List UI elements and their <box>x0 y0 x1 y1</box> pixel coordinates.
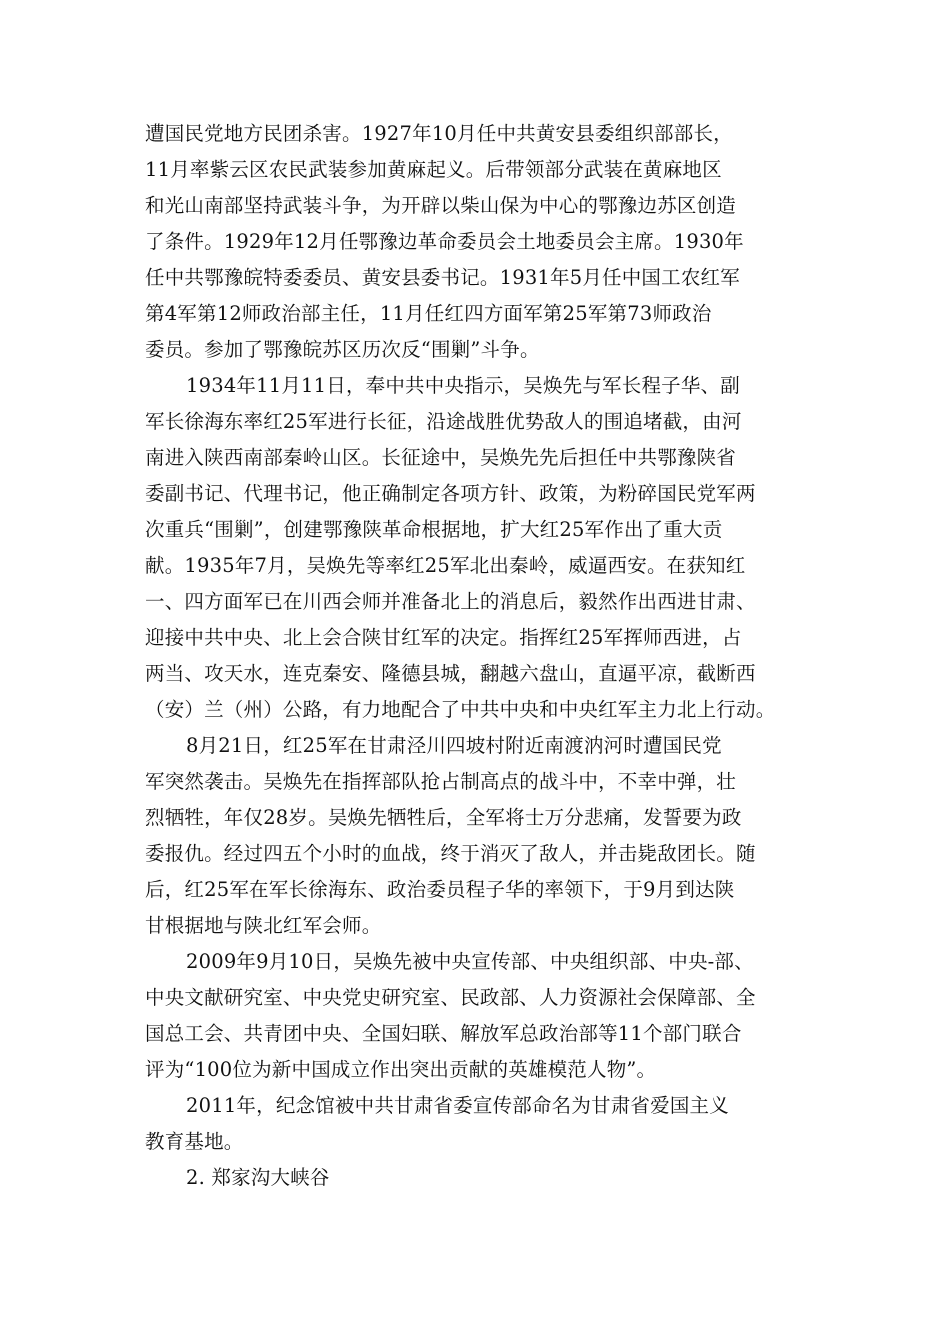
text-line: 任中共鄂豫皖特委委员、黄安县委书记。1931年5月任中国工农红军 <box>145 266 740 289</box>
text-line: 南进入陕西南部秦岭山区。长征途中，吴焕先先后担任中共鄂豫陕省 <box>145 446 737 469</box>
text-line: 评为“100位为新中国成立作出突出贡献的英雄模范人物”。 <box>145 1058 657 1081</box>
text-line: 军突然袭击。吴焕先在指挥部队抢占制高点的战斗中，不幸中弹，壮 <box>145 770 737 793</box>
text-line: 一、四方面军已在川西会师并准备北上的消息后，毅然作出西进甘肃、 <box>145 590 756 613</box>
text-line: 军长徐海东率红25军进行长征，沿途战胜优势敌人的围追堵截，由河 <box>145 410 742 433</box>
paragraph-first-line: 2011年，纪念馆被中共甘肃省委宣传部命名为甘肃省爱国主义 <box>186 1094 729 1117</box>
text-line: 委员。参加了鄂豫皖苏区历次反“围剿”斗争。 <box>145 338 540 361</box>
text-line: 烈牺牲，年仅28岁。吴焕先牺牲后，全军将士万分悲痛，发誓要为政 <box>145 806 742 829</box>
text-line: 献。1935年7月，吴焕先等率红25军北出秦岭，威逼西安。在获知红 <box>145 554 746 577</box>
text-line: 两当、攻天水，连克秦安、隆德县城，翻越六盘山，直逼平凉，截断西 <box>145 662 756 685</box>
text-line: 中央文献研究室、中央党史研究室、民政部、人力资源社会保障部、全 <box>145 986 756 1009</box>
text-line: 第4军第12师政治部主任，11月任红四方面军第25军第73师政治 <box>145 302 712 325</box>
paragraph-first-line: 8月21日，红25军在甘肃泾川四坡村附近南渡汭河时遭国民党 <box>186 734 722 757</box>
text-line: 了条件。1929年12月任鄂豫边革命委员会土地委员会主席。1930年 <box>145 230 744 253</box>
text-line: （安）兰（州）公路，有力地配合了中共中央和中央红军主力北上行动。 <box>145 698 776 721</box>
text-line: 委副书记、代理书记，他正确制定各项方针、政策，为粉碎国民党军两 <box>145 482 756 505</box>
paragraph-first-line: 1934年11月11日，奉中共中央指示，吴焕先与军长程子华、副 <box>186 374 740 397</box>
text-line: 次重兵“围剿”，创建鄂豫陕革命根据地，扩大红25军作出了重大贡 <box>145 518 723 541</box>
text-line: 甘根据地与陕北红军会师。 <box>145 914 382 937</box>
text-line: 11月率紫云区农民武装参加黄麻起义。后带领部分武装在黄麻地区 <box>145 158 722 181</box>
text-line: 委报仇。经过四五个小时的血战，终于消灭了敌人，并击毙敌团长。随 <box>145 842 756 865</box>
text-line: 和光山南部坚持武装斗争，为开辟以柴山保为中心的鄂豫边苏区创造 <box>145 194 737 217</box>
text-line: 后，红25军在军长徐海东、政治委员程子华的率领下，于9月到达陕 <box>145 878 735 901</box>
paragraph-first-line: 2009年9月10日，吴焕先被中央宣传部、中央组织部、中央-部、 <box>186 950 754 973</box>
text-line: 迎接中共中央、北上会合陕甘红军的决定。指挥红25军挥师西进，占 <box>145 626 742 649</box>
text-line: 国总工会、共青团中央、全国妇联、解放军总政治部等11个部门联合 <box>145 1022 742 1045</box>
section-heading: 2. 郑家沟大峡谷 <box>186 1166 330 1189</box>
text-line: 教育基地。 <box>145 1130 244 1153</box>
text-line: 遭国民党地方民团杀害。1927年10月任中共黄安县委组织部部长， <box>145 122 733 145</box>
